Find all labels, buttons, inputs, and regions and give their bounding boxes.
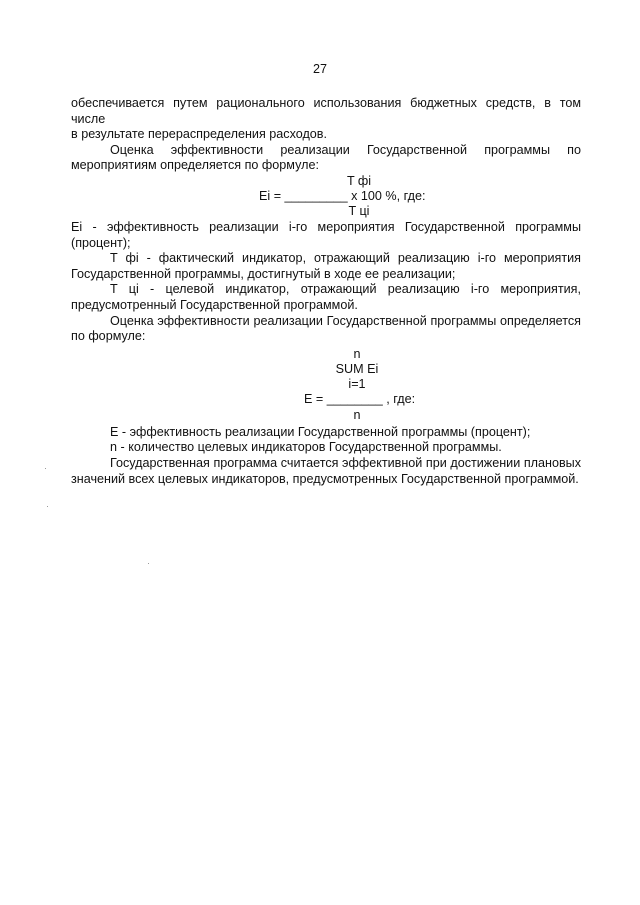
formula-2-sum: SUM Ei [335,361,379,376]
definition-n: n - количество целевых индикаторов Государственной программы. [110,440,502,455]
formula-2-denominator: n [353,407,361,422]
scan-speck [47,506,48,507]
document-body [71,96,581,487]
formula-1-main-line: Ei = _________ x 100 %, где: [259,188,426,203]
definition-tfi-line-1: T фi - фактический индикатор, отражающий реализацию i-го мероприятия [110,251,581,266]
definition-tci-line-1: T цi - целевой индикатор, отражающий реализацию i-го мероприятия, [110,282,581,297]
definition-ei-line-2: (процент); [71,235,131,250]
formula-2-upper-limit: n [353,346,361,361]
paragraph-2-line-2: мероприятиям определяется по формуле: [71,158,319,173]
scan-speck [148,563,149,564]
definition-tfi-line-2: Государственной программы, достигнутый в ходе ее реализации; [71,266,456,281]
scan-speck [45,468,46,469]
paragraph-3-line-1: Оценка эффективности реализации Государственной программы определяется [110,313,581,328]
formula-2-main-line: E = ________ , где: [304,391,416,406]
definition-e: E - эффективность реализации Государственной программы (процент); [110,424,531,439]
paragraph-2-line-1: Оценка эффективности реализации Государственной программы по [110,142,581,157]
formula-program-efficiency [71,347,581,425]
definition-tci-line-2: предусмотренный Государственной программой. [71,297,358,312]
paragraph-4-line-2: значений всех целевых индикаторов, предусмотренных Государственной программой. [71,471,579,486]
formula-efficiency-measure [71,174,581,220]
formula-1-numerator: T фi [346,173,372,188]
definition-ei-line-1: Ei - эффективность реализации i-го мероприятия Государственной программы [71,219,581,234]
formula-1-denominator: T цi [348,203,370,218]
paragraph-1-line-2: в результате перераспределения расходов. [71,127,327,142]
paragraph-1-line-1: обеспечивается путем рационального использования бюджетных средств, в том числе [71,96,581,126]
paragraph-4-line-1: Государственная программа считается эффективной при достижении плановых [110,455,581,470]
formula-2-index: i=1 [348,376,366,391]
page-number: 27 [312,62,327,76]
paragraph-3-line-2: по формуле: [71,329,146,344]
